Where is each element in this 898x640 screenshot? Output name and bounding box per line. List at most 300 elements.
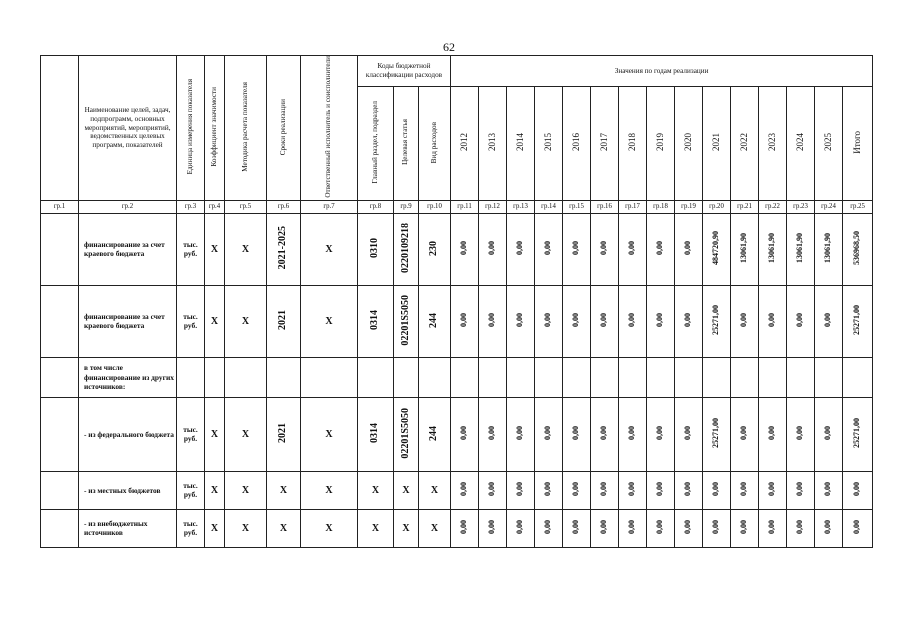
row-value-2014 bbox=[507, 285, 535, 357]
row-value-text: 0,00 bbox=[739, 313, 749, 328]
header-unit: Единица измерения показателя bbox=[177, 56, 205, 201]
header-years-group: Значения по годам реализации bbox=[451, 56, 873, 87]
row-value-text: 0,00 bbox=[739, 426, 749, 441]
row-value-text: 0,00 bbox=[543, 313, 553, 328]
header-name: Наименование целей, задач, подпрограмм, основных мероприятий, мероприятий, ведомственных целевых программ, показателей bbox=[79, 56, 177, 201]
row-value-2018 bbox=[619, 509, 647, 547]
row-value-text: 25271,00 bbox=[852, 418, 862, 449]
row-value-text: 536968,50 bbox=[852, 231, 862, 266]
row-value-2019 bbox=[647, 471, 675, 509]
row-term bbox=[267, 397, 301, 471]
row-type: Х bbox=[419, 471, 451, 509]
row-value-Итого bbox=[843, 213, 873, 285]
row-value-text: 25271,00 bbox=[711, 305, 721, 336]
gr-label: гр.24 bbox=[815, 200, 843, 213]
row-value-text: 0,00 bbox=[655, 520, 665, 535]
row-value-2014 bbox=[507, 509, 535, 547]
row-value-2025 bbox=[815, 509, 843, 547]
gr-label: гр.22 bbox=[759, 200, 787, 213]
row-value-text: 0,00 bbox=[627, 241, 637, 256]
row-value-2019 bbox=[647, 285, 675, 357]
row-value-text: 0,00 bbox=[543, 482, 553, 497]
row-value-2022 bbox=[731, 397, 759, 471]
gr-label: гр.6 bbox=[267, 200, 301, 213]
row-term bbox=[267, 213, 301, 285]
header-coef: Коэффициент значимости bbox=[205, 56, 225, 201]
empty-cell bbox=[843, 357, 873, 397]
empty-cell bbox=[419, 357, 451, 397]
row-value-text: 13061,90 bbox=[767, 233, 777, 264]
gr-label: гр.12 bbox=[479, 200, 507, 213]
row-type bbox=[419, 397, 451, 471]
row-value-text: 13061,90 bbox=[739, 233, 749, 264]
row-article-text: 0220109218 bbox=[399, 223, 411, 274]
row-section bbox=[358, 213, 394, 285]
empty-cell bbox=[563, 357, 591, 397]
gr-label: гр.3 bbox=[177, 200, 205, 213]
row-resp: Х bbox=[301, 471, 358, 509]
header-year-4 bbox=[563, 86, 591, 200]
row-value-2014 bbox=[507, 471, 535, 509]
row-name: в том числе финансирование из других источников: bbox=[79, 357, 177, 397]
row-value-text: 0,00 bbox=[627, 482, 637, 497]
gr-label: гр.19 bbox=[675, 200, 703, 213]
empty-cell bbox=[301, 357, 358, 397]
row-term: Х bbox=[267, 471, 301, 509]
row-value-text: 0,00 bbox=[627, 313, 637, 328]
row-unit: тыс. руб. bbox=[177, 285, 205, 357]
row-value-text: 0,00 bbox=[767, 482, 777, 497]
row-value-text: 0,00 bbox=[683, 426, 693, 441]
row-name: - из федерального бюджета bbox=[79, 397, 177, 471]
row-value-text: 25271,00 bbox=[852, 305, 862, 336]
row-value-2016 bbox=[563, 397, 591, 471]
row-value-text: 25271,00 bbox=[711, 418, 721, 449]
row-value-2020 bbox=[675, 285, 703, 357]
row-value-2023 bbox=[759, 213, 787, 285]
row-value-2017 bbox=[591, 285, 619, 357]
row-article: Х bbox=[394, 471, 419, 509]
row-section: Х bbox=[358, 471, 394, 509]
row-value-text: 0,00 bbox=[487, 426, 497, 441]
gr-label: гр.17 bbox=[619, 200, 647, 213]
row-term: Х bbox=[267, 509, 301, 547]
header-year-13 bbox=[815, 86, 843, 200]
row-section-text: 0314 bbox=[369, 423, 381, 444]
row-value-2025 bbox=[815, 285, 843, 357]
empty-cell bbox=[225, 357, 267, 397]
row-value-2013 bbox=[479, 471, 507, 509]
table-row bbox=[41, 471, 873, 509]
row-unit: тыс. руб. bbox=[177, 397, 205, 471]
row-value-2021 bbox=[703, 471, 731, 509]
header-year-label: 2017 bbox=[598, 133, 609, 152]
gr-label: гр.8 bbox=[358, 200, 394, 213]
row-value-2015 bbox=[535, 285, 563, 357]
header-year-label: 2018 bbox=[626, 133, 637, 152]
row-value-text: 0,00 bbox=[655, 426, 665, 441]
row-value-text: 0,00 bbox=[599, 520, 609, 535]
header-year-10 bbox=[731, 86, 759, 200]
empty-cell bbox=[647, 357, 675, 397]
row-name: - из внебюджетных источников bbox=[79, 509, 177, 547]
row-value-text: 0,00 bbox=[571, 241, 581, 256]
row-method: Х bbox=[225, 397, 267, 471]
row-value-2024 bbox=[787, 471, 815, 509]
gr-label: гр.11 bbox=[451, 200, 479, 213]
row-value-2023 bbox=[759, 471, 787, 509]
header-year-14 bbox=[843, 86, 873, 200]
row-value-text: 0,00 bbox=[795, 482, 805, 497]
empty-cell bbox=[507, 357, 535, 397]
row-value-text: 0,00 bbox=[767, 313, 777, 328]
row-gr1-cell bbox=[41, 397, 79, 471]
page-number: 62 bbox=[443, 40, 455, 54]
header-year-label: 2022 bbox=[738, 133, 749, 152]
row-value-2024 bbox=[787, 509, 815, 547]
empty-cell bbox=[675, 357, 703, 397]
row-value-2017 bbox=[591, 471, 619, 509]
budget-table bbox=[40, 55, 873, 548]
row-value-2017 bbox=[591, 397, 619, 471]
row-value-2021 bbox=[703, 397, 731, 471]
empty-cell bbox=[535, 357, 563, 397]
gr-label: гр.20 bbox=[703, 200, 731, 213]
row-value-text: 13061,90 bbox=[823, 233, 833, 264]
row-value-text: 0,00 bbox=[571, 313, 581, 328]
gr-label: гр.25 bbox=[843, 200, 873, 213]
row-value-text: 0,00 bbox=[683, 482, 693, 497]
row-type-text: 230 bbox=[428, 240, 440, 256]
row-value-text: 0,00 bbox=[459, 313, 469, 328]
row-coef: Х bbox=[205, 213, 225, 285]
row-term-text: 2021 bbox=[277, 423, 289, 444]
row-value-text: 0,00 bbox=[711, 520, 721, 535]
gr-label: гр.5 bbox=[225, 200, 267, 213]
row-value-text: 0,00 bbox=[852, 520, 862, 535]
header-year-11 bbox=[759, 86, 787, 200]
header-method: Методика расчета показателя bbox=[225, 56, 267, 201]
empty-cell bbox=[205, 357, 225, 397]
row-value-text: 0,00 bbox=[655, 482, 665, 497]
header-year-label: 2023 bbox=[766, 133, 777, 152]
empty-cell bbox=[619, 357, 647, 397]
row-value-2013 bbox=[479, 213, 507, 285]
row-term-text: 2021-2025 bbox=[277, 226, 289, 270]
row-value-text: 0,00 bbox=[543, 241, 553, 256]
row-value-2020 bbox=[675, 509, 703, 547]
row-value-2024 bbox=[787, 285, 815, 357]
header-year-label: 2021 bbox=[710, 133, 721, 152]
row-value-text: 0,00 bbox=[795, 313, 805, 328]
row-section-text: 0310 bbox=[369, 238, 381, 259]
row-resp: Х bbox=[301, 285, 358, 357]
row-value-2016 bbox=[563, 509, 591, 547]
row-resp: Х bbox=[301, 213, 358, 285]
row-gr1-cell bbox=[41, 285, 79, 357]
row-section bbox=[358, 397, 394, 471]
row-value-2023 bbox=[759, 509, 787, 547]
row-value-Итого bbox=[843, 397, 873, 471]
row-value-2012 bbox=[451, 397, 479, 471]
row-value-text: 0,00 bbox=[459, 426, 469, 441]
header-year-5 bbox=[591, 86, 619, 200]
row-value-2017 bbox=[591, 509, 619, 547]
row-value-text: 0,00 bbox=[487, 241, 497, 256]
row-value-text: 0,00 bbox=[459, 520, 469, 535]
row-value-text: 0,00 bbox=[571, 482, 581, 497]
header-year-label: 2025 bbox=[822, 133, 833, 152]
empty-cell bbox=[731, 357, 759, 397]
header-year-label: 2020 bbox=[682, 133, 693, 152]
gr-label: гр.1 bbox=[41, 200, 79, 213]
row-value-Итого bbox=[843, 509, 873, 547]
row-value-text: 0,00 bbox=[655, 241, 665, 256]
row-value-2025 bbox=[815, 397, 843, 471]
table-row bbox=[41, 357, 873, 397]
gr-label: гр.9 bbox=[394, 200, 419, 213]
row-value-2016 bbox=[563, 285, 591, 357]
row-coef: Х bbox=[205, 397, 225, 471]
header-year-label: 2016 bbox=[570, 133, 581, 152]
row-value-text: 0,00 bbox=[599, 482, 609, 497]
header-gr1-cell bbox=[41, 56, 79, 201]
row-value-2016 bbox=[563, 213, 591, 285]
header-code-article: Целевая статья bbox=[394, 86, 419, 200]
row-article bbox=[394, 213, 419, 285]
row-value-text: 13061,90 bbox=[795, 233, 805, 264]
row-name: - из местных бюджетов bbox=[79, 471, 177, 509]
gr-label: гр.16 bbox=[591, 200, 619, 213]
header-year-label: 2019 bbox=[654, 133, 665, 152]
row-value-2025 bbox=[815, 213, 843, 285]
row-coef: Х bbox=[205, 509, 225, 547]
row-article bbox=[394, 397, 419, 471]
row-value-2015 bbox=[535, 471, 563, 509]
row-value-Итого bbox=[843, 471, 873, 509]
row-value-2022 bbox=[731, 509, 759, 547]
row-unit: тыс. руб. bbox=[177, 213, 205, 285]
row-value-text: 0,00 bbox=[487, 482, 497, 497]
gr-label: гр.4 bbox=[205, 200, 225, 213]
row-value-text: 0,00 bbox=[683, 313, 693, 328]
header-year-7 bbox=[647, 86, 675, 200]
row-value-2015 bbox=[535, 213, 563, 285]
header-year-label: 2024 bbox=[794, 133, 805, 152]
row-value-2022 bbox=[731, 471, 759, 509]
empty-cell bbox=[815, 357, 843, 397]
empty-cell bbox=[358, 357, 394, 397]
row-value-2019 bbox=[647, 397, 675, 471]
row-value-text: 0,00 bbox=[823, 482, 833, 497]
row-type-text: 244 bbox=[428, 312, 440, 328]
row-value-text: 0,00 bbox=[543, 426, 553, 441]
row-value-text: 0,00 bbox=[515, 426, 525, 441]
row-value-2020 bbox=[675, 471, 703, 509]
row-value-2012 bbox=[451, 471, 479, 509]
row-value-text: 0,00 bbox=[571, 426, 581, 441]
row-value-text: 0,00 bbox=[571, 520, 581, 535]
row-gr1-cell bbox=[41, 509, 79, 547]
header-row-1 bbox=[41, 56, 873, 87]
row-value-text: 0,00 bbox=[459, 482, 469, 497]
row-value-2019 bbox=[647, 509, 675, 547]
row-value-2013 bbox=[479, 285, 507, 357]
row-value-text: 0,00 bbox=[599, 241, 609, 256]
row-method: Х bbox=[225, 213, 267, 285]
empty-cell bbox=[787, 357, 815, 397]
row-value-text: 484720,90 bbox=[711, 231, 721, 266]
row-value-2014 bbox=[507, 397, 535, 471]
header-year-label: 2015 bbox=[542, 133, 553, 152]
gr-label: гр.15 bbox=[563, 200, 591, 213]
header-year-2 bbox=[507, 86, 535, 200]
row-value-text: 0,00 bbox=[852, 482, 862, 497]
row-value-text: 0,00 bbox=[739, 520, 749, 535]
row-name: финансирование за счет краевого бюджета bbox=[79, 285, 177, 357]
gr-label: гр.21 bbox=[731, 200, 759, 213]
row-value-2014 bbox=[507, 213, 535, 285]
row-unit: тыс. руб. bbox=[177, 509, 205, 547]
empty-cell bbox=[703, 357, 731, 397]
gr-label: гр.18 bbox=[647, 200, 675, 213]
row-term bbox=[267, 285, 301, 357]
row-value-text: 0,00 bbox=[515, 241, 525, 256]
row-value-text: 0,00 bbox=[487, 520, 497, 535]
row-resp: Х bbox=[301, 397, 358, 471]
row-value-2020 bbox=[675, 213, 703, 285]
row-value-text: 0,00 bbox=[459, 241, 469, 256]
empty-cell bbox=[479, 357, 507, 397]
row-gr1-cell bbox=[41, 357, 79, 397]
row-value-text: 0,00 bbox=[823, 313, 833, 328]
row-value-2025 bbox=[815, 471, 843, 509]
row-value-2013 bbox=[479, 509, 507, 547]
row-value-2022 bbox=[731, 213, 759, 285]
row-value-text: 0,00 bbox=[543, 520, 553, 535]
header-resp: Ответственный исполнитель и соисполнители bbox=[301, 56, 358, 201]
row-method: Х bbox=[225, 285, 267, 357]
row-value-text: 0,00 bbox=[823, 426, 833, 441]
empty-cell bbox=[177, 357, 205, 397]
row-unit: тыс. руб. bbox=[177, 471, 205, 509]
row-value-2013 bbox=[479, 397, 507, 471]
row-coef: Х bbox=[205, 285, 225, 357]
row-value-text: 0,00 bbox=[711, 482, 721, 497]
row-value-2023 bbox=[759, 285, 787, 357]
row-value-text: 0,00 bbox=[515, 520, 525, 535]
row-value-2021 bbox=[703, 509, 731, 547]
row-value-text: 0,00 bbox=[795, 426, 805, 441]
row-value-text: 0,00 bbox=[739, 482, 749, 497]
row-value-text: 0,00 bbox=[655, 313, 665, 328]
row-value-2020 bbox=[675, 397, 703, 471]
row-value-2018 bbox=[619, 397, 647, 471]
row-gr1-cell bbox=[41, 213, 79, 285]
row-value-Итого bbox=[843, 285, 873, 357]
row-resp: Х bbox=[301, 509, 358, 547]
row-value-text: 0,00 bbox=[515, 313, 525, 328]
gr-label: гр.7 bbox=[301, 200, 358, 213]
row-name: финансирование за счет краевого бюджета bbox=[79, 213, 177, 285]
row-value-text: 0,00 bbox=[627, 426, 637, 441]
row-value-2012 bbox=[451, 285, 479, 357]
row-value-2016 bbox=[563, 471, 591, 509]
row-gr1-cell bbox=[41, 471, 79, 509]
row-section-text: 0314 bbox=[369, 310, 381, 331]
header-year-label: 2012 bbox=[458, 133, 469, 152]
header-year-3 bbox=[535, 86, 563, 200]
row-term-text: 2021 bbox=[277, 310, 289, 331]
empty-cell bbox=[451, 357, 479, 397]
row-value-text: 0,00 bbox=[515, 482, 525, 497]
row-value-2015 bbox=[535, 397, 563, 471]
empty-cell bbox=[267, 357, 301, 397]
gr-label: гр.13 bbox=[507, 200, 535, 213]
row-value-2021 bbox=[703, 285, 731, 357]
row-value-text: 0,00 bbox=[627, 520, 637, 535]
row-value-text: 0,00 bbox=[767, 520, 777, 535]
header-year-label: 2013 bbox=[486, 133, 497, 152]
row-value-2012 bbox=[451, 213, 479, 285]
gr-label: гр.14 bbox=[535, 200, 563, 213]
empty-cell bbox=[759, 357, 787, 397]
row-value-2019 bbox=[647, 213, 675, 285]
row-value-text: 0,00 bbox=[823, 520, 833, 535]
row-value-text: 0,00 bbox=[599, 426, 609, 441]
row-type bbox=[419, 285, 451, 357]
header-year-label: Итого bbox=[851, 130, 862, 154]
header-year-1 bbox=[479, 86, 507, 200]
row-value-2018 bbox=[619, 213, 647, 285]
row-value-text: 0,00 bbox=[683, 241, 693, 256]
header-code-section: Главный раздел, подраздел bbox=[358, 86, 394, 200]
table-row bbox=[41, 213, 873, 285]
empty-cell bbox=[394, 357, 419, 397]
row-value-2015 bbox=[535, 509, 563, 547]
table-row bbox=[41, 509, 873, 547]
row-article-text: 02201S5050 bbox=[399, 294, 411, 346]
row-type bbox=[419, 213, 451, 285]
gr-label: гр.23 bbox=[787, 200, 815, 213]
row-section bbox=[358, 285, 394, 357]
row-method: Х bbox=[225, 509, 267, 547]
row-article: Х bbox=[394, 509, 419, 547]
row-value-text: 0,00 bbox=[599, 313, 609, 328]
header-codes-group: Коды бюджетной классификации расходов bbox=[358, 56, 451, 87]
header-year-9 bbox=[703, 86, 731, 200]
row-value-2024 bbox=[787, 213, 815, 285]
header-year-6 bbox=[619, 86, 647, 200]
row-value-text: 0,00 bbox=[795, 520, 805, 535]
table-row bbox=[41, 397, 873, 471]
row-coef: Х bbox=[205, 471, 225, 509]
row-section: Х bbox=[358, 509, 394, 547]
row-value-2017 bbox=[591, 213, 619, 285]
header-year-12 bbox=[787, 86, 815, 200]
row-value-2024 bbox=[787, 397, 815, 471]
row-value-2018 bbox=[619, 285, 647, 357]
gr-label-row bbox=[41, 200, 873, 213]
row-type: Х bbox=[419, 509, 451, 547]
empty-cell bbox=[591, 357, 619, 397]
header-year-label: 2014 bbox=[514, 133, 525, 152]
row-value-2022 bbox=[731, 285, 759, 357]
table-row bbox=[41, 285, 873, 357]
gr-label: гр.2 bbox=[79, 200, 177, 213]
header-code-type: Вид расходов bbox=[419, 86, 451, 200]
row-article-text: 02201S5050 bbox=[399, 407, 411, 459]
